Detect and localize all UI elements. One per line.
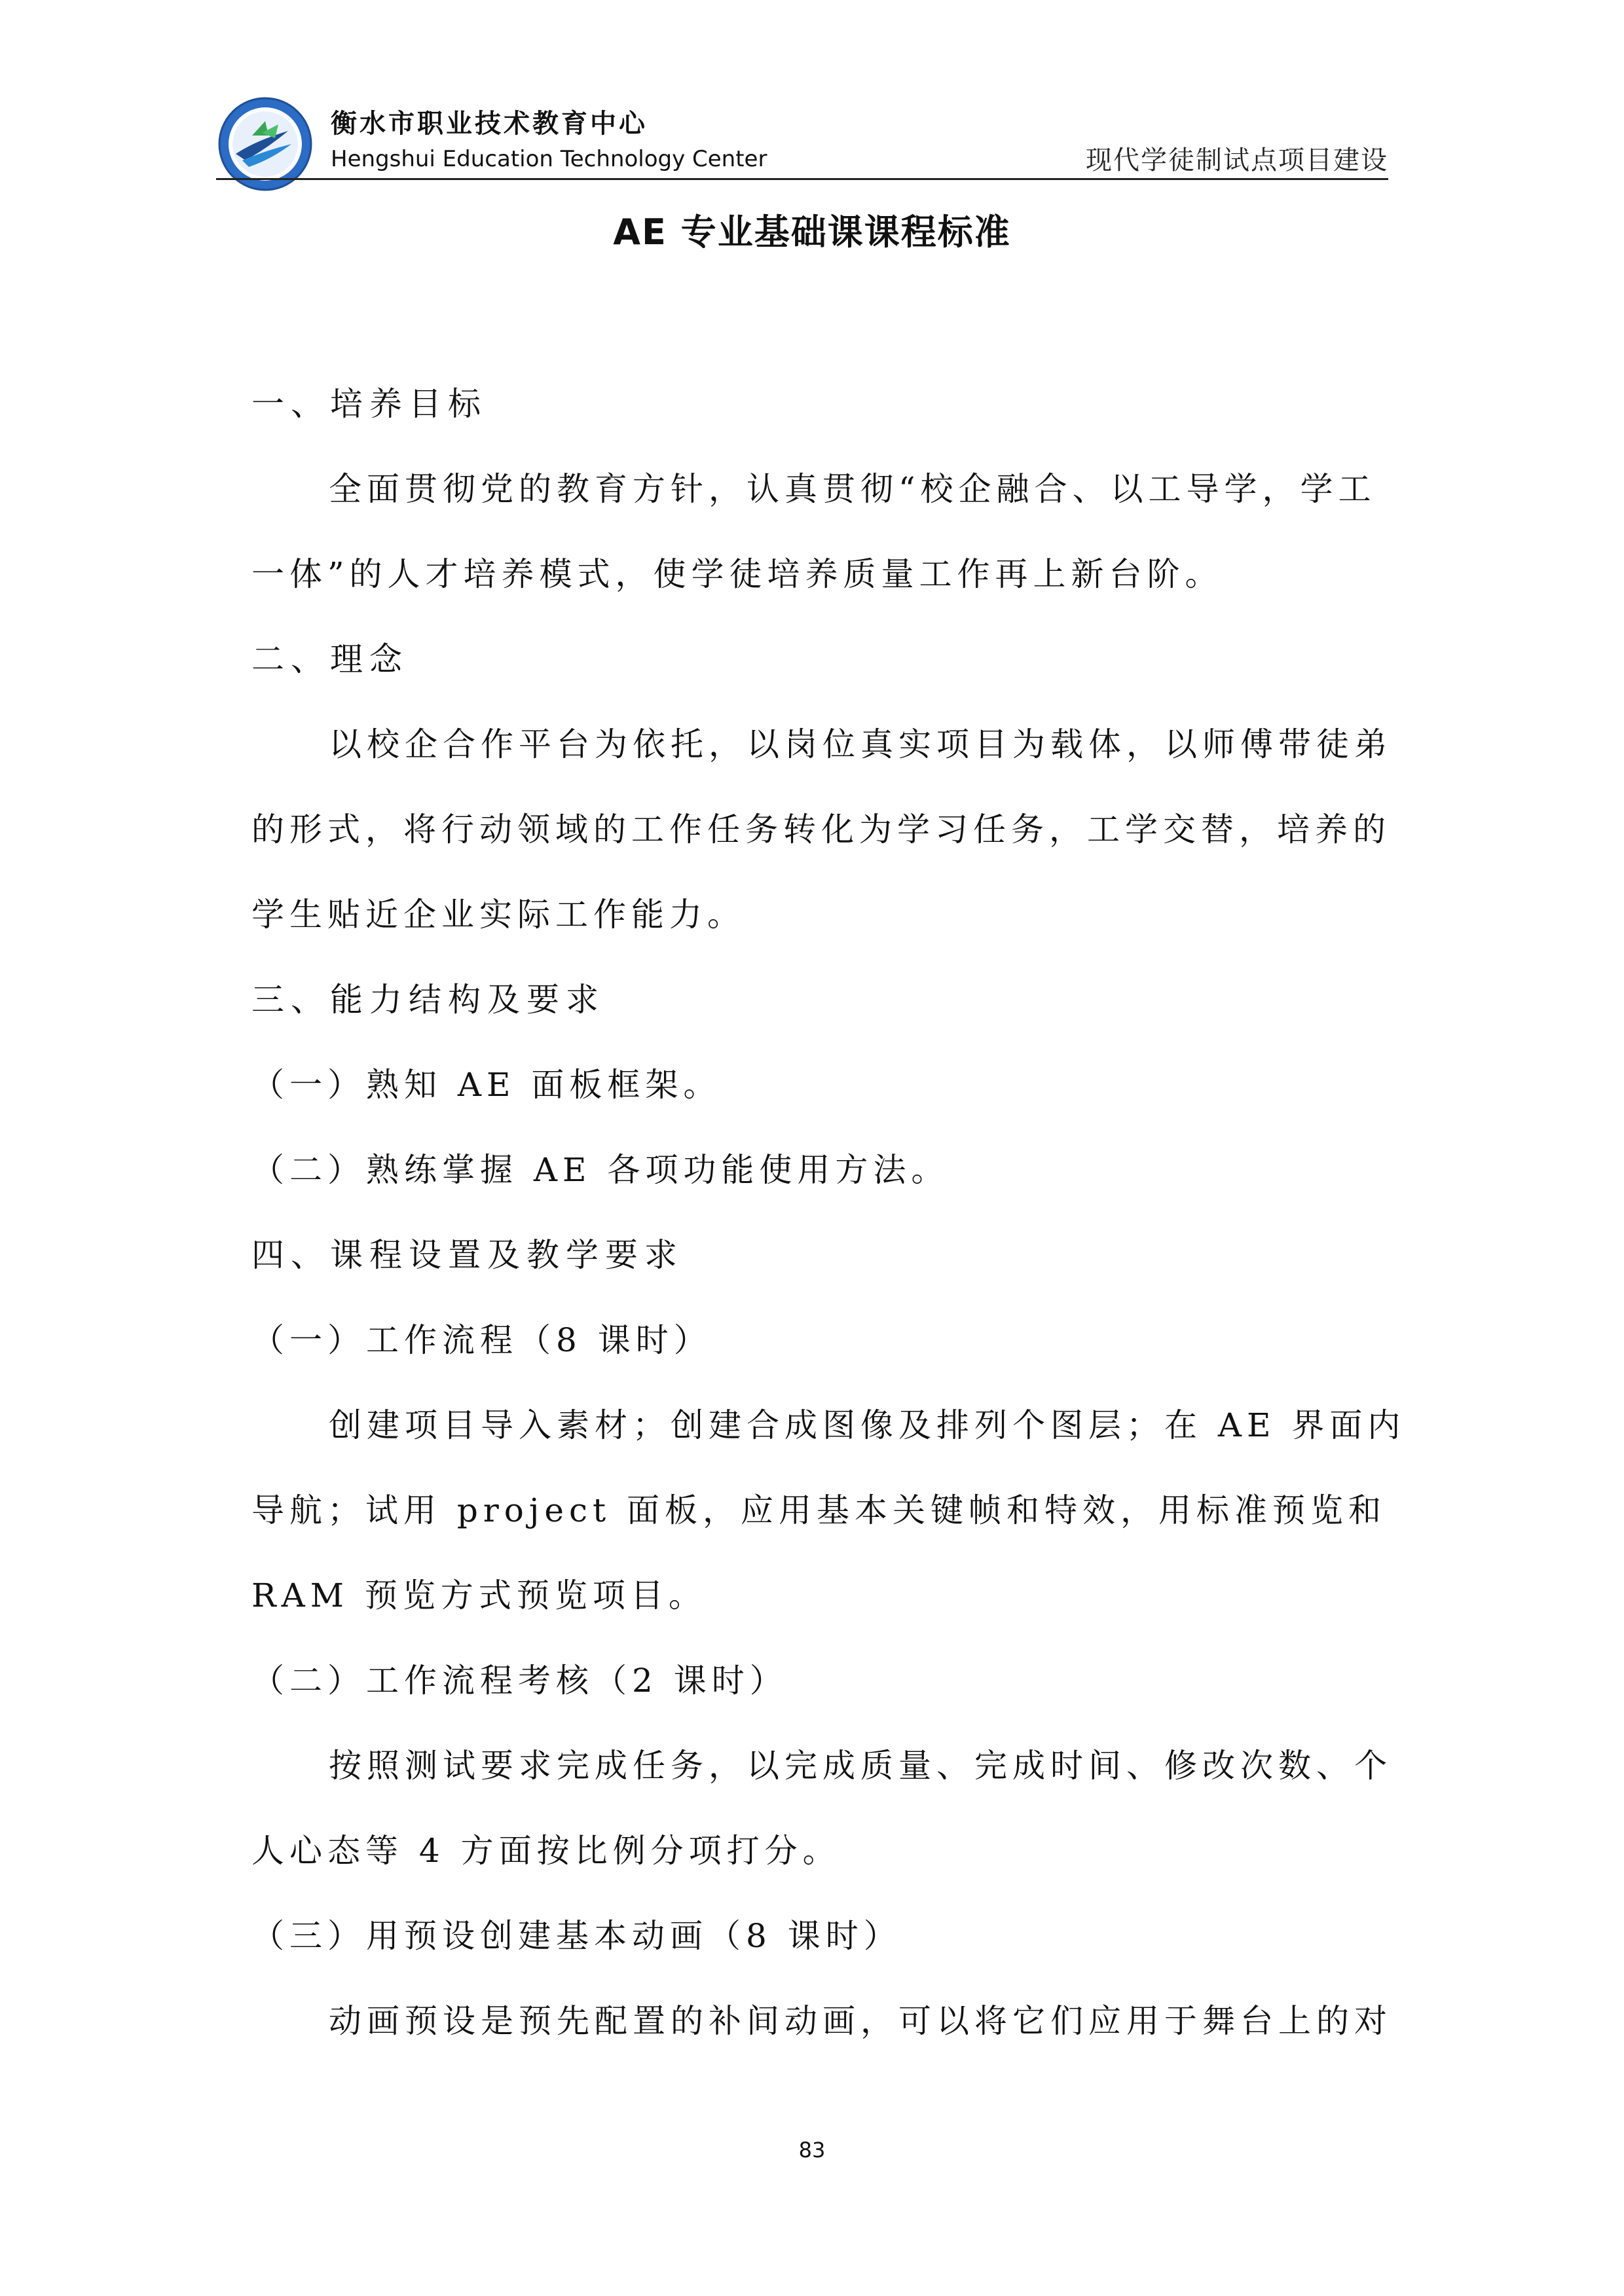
paragraph-line: 按照测试要求完成任务，以完成质量、完成时间、修改次数、个 [329, 1747, 1392, 1785]
organization-name-english: Hengshui Education Technology Center [331, 146, 767, 172]
paragraph-line: 学生贴近企业实际工作能力。 [251, 896, 745, 934]
paragraph-line: 导航；试用 project 面板，应用基本关键帧和特效，用标准预览和 [251, 1491, 1386, 1529]
unit-number: （三） [251, 1917, 365, 1955]
unit-number: （一） [251, 1321, 365, 1359]
unit-number: （二） [251, 1662, 365, 1700]
paragraph-line: 动画预设是预先配置的补间动画，可以将它们应用于舞台上的对 [329, 2002, 1392, 2040]
section-heading: 四、课程设置及教学要求 [251, 1236, 684, 1274]
list-item-text: 熟知 AE 面板框架。 [366, 1066, 722, 1104]
paragraph-line: 的形式，将行动领域的工作任务转化为学习任务，工学交替，培养的 [251, 811, 1391, 848]
paragraph-line: 一体”的人才培养模式，使学徒培养质量工作再上新台阶。 [251, 555, 1223, 593]
organization-name-chinese: 衡水市职业技术教育中心 [331, 108, 648, 139]
document-body [251, 383, 1406, 2042]
page-header [216, 88, 1388, 187]
paragraph-line: 全面贯彻党的教育方针，认真贯彻“校企融合、以工导学，学工 [329, 470, 1376, 508]
paragraph-line: 以校企合作平台为依托，以岗位真实项目为载体，以师傅带徒弟 [329, 725, 1392, 763]
header-rule [216, 178, 1388, 180]
paragraph-line: 创建项目导入素材；创建合成图像及排列个图层；在 AE 界面内 [329, 1406, 1406, 1444]
unit-heading [251, 1319, 1388, 1361]
unit-title: 工作流程考核（2 课时） [366, 1662, 788, 1700]
list-item-number: （二） [251, 1151, 365, 1189]
list-item-text: 熟练掌握 AE 各项功能使用方法。 [366, 1151, 950, 1189]
unit-heading [251, 1660, 1388, 1702]
paragraph-line: RAM 预览方式预览项目。 [251, 1576, 707, 1614]
project-name: 现代学徒制试点项目建设 [1086, 145, 1388, 175]
list-item [251, 1064, 1388, 1106]
document-title: AE 专业基础课课程标准 [613, 211, 1011, 253]
page-number: 83 [798, 2138, 826, 2162]
list-item [251, 1149, 1388, 1191]
unit-heading [251, 1915, 1388, 1957]
section-heading: 一、培养目标 [251, 385, 487, 423]
paragraph-line: 人心态等 4 方面按比例分项打分。 [251, 1832, 841, 1870]
unit-title: 工作流程（8 课时） [366, 1321, 712, 1359]
unit-title: 用预设创建基本动画（8 课时） [366, 1917, 902, 1955]
section-heading: 三、能力结构及要求 [251, 981, 605, 1019]
section-heading: 二、理念 [251, 640, 409, 678]
list-item-number: （一） [251, 1066, 365, 1104]
